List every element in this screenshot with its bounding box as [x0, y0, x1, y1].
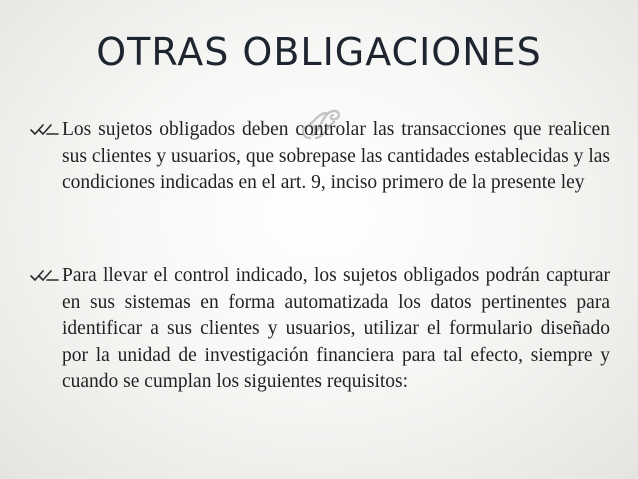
bullet-item [30, 263, 610, 396]
bullet-text: Los sujetos obligados deben controlar las transacciones que realicen sus clientes y usuarios, que sobrepase las cantidades establecidas y las condiciones indicadas en el art. 9, inciso primero de la presente ley [62, 119, 610, 193]
slide-title: OTRAS OBLIGACIONES [96, 30, 542, 74]
bullet-text: Para llevar el control indicado, los sujetos obligados podrán capturar en sus sistemas en forma automatizada los datos pertinentes para identificar a sus clientes y usuarios, utilizar el formulario diseñado por la unidad de investigación financiera para tal efecto, siempre y cuando se cumplan los siguientes requisitos: [62, 265, 610, 392]
double-checkmark-icon [30, 268, 60, 284]
bullet-item [30, 117, 610, 197]
double-checkmark-icon [30, 122, 60, 138]
